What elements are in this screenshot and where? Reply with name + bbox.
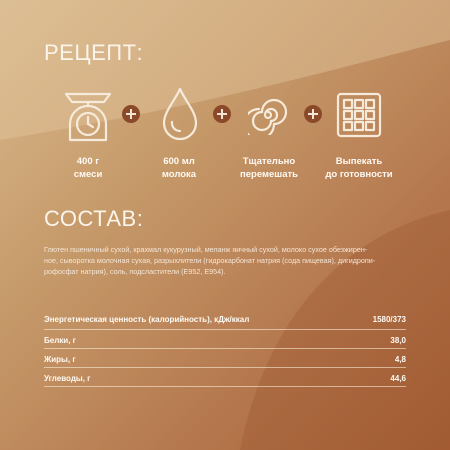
nutrition-divider (44, 348, 406, 349)
kitchen-scale-icon (62, 88, 114, 142)
nutrition-row: Белки, г 38,0 (44, 336, 406, 345)
milk-drop-icon (160, 86, 200, 142)
plus-icon-2 (213, 105, 231, 123)
step-2-label: 600 мл молока (161, 156, 197, 180)
nutrition-divider (44, 367, 406, 368)
ingredients-text: Глютен пшеничный сухой, крахмал кукурузный, меланж яичный сухой, молоко сухое обезжирен- ное, сыворотка молочная сухая, разрыхлители (гидрокарбонат натрия (сода пищевая), дигидропи- рофосфат натрия), соль, подсластители (Е952, Е954). (44, 245, 376, 276)
plus-icon-3 (304, 105, 322, 123)
step-1-label: 400 г смеси (73, 156, 103, 180)
recipe-heading: РЕЦЕПТ: (44, 40, 144, 65)
nutrition-divider (44, 386, 406, 387)
nutrition-table (44, 315, 406, 387)
waffle-icon (336, 92, 382, 138)
nutrition-divider (44, 329, 406, 330)
step-3-label: Тщательно перемешать (240, 156, 298, 180)
spiral-mix-icon (248, 95, 288, 135)
composition-heading: СОСТАВ: (44, 206, 144, 231)
step-4-label: Выпекать до готовности (325, 156, 393, 180)
nutrition-row: Жиры, г 4,8 (44, 355, 406, 364)
plus-icon-1 (122, 105, 140, 123)
nutrition-row: Энергетическая ценность (калорийность), кДж/ккал 1580/373 (44, 315, 406, 324)
nutrition-row: Углеводы, г 44,6 (44, 374, 406, 383)
